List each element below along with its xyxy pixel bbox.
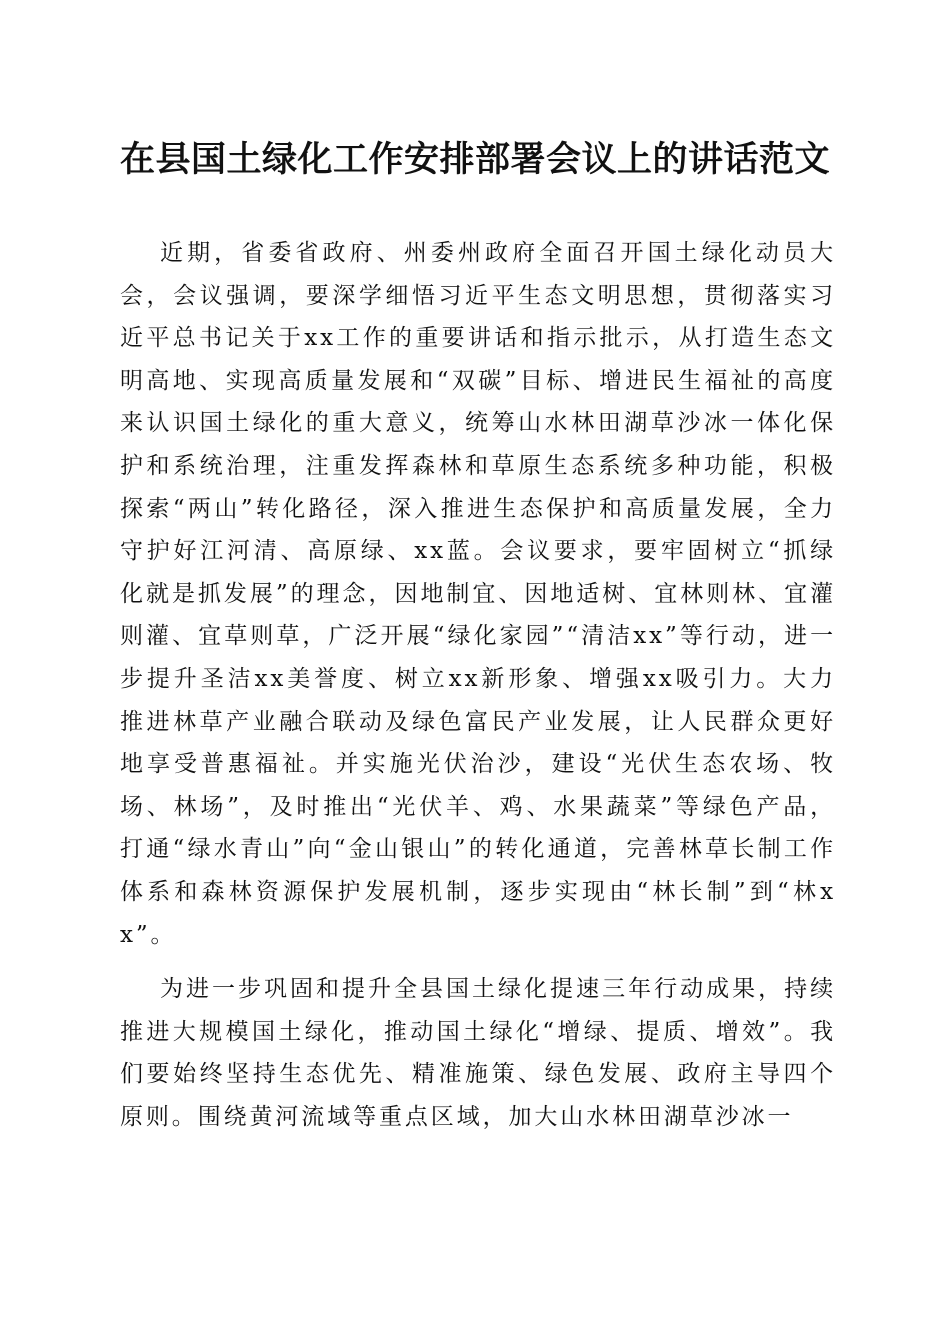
body-paragraph-2: 为进一步巩固和提升全县国土绿化提速三年行动成果，持续推进大规模国土绿化，推动国土绿化“增绿、提质、增效”。我们要始终坚持生态优先、精准施策、绿色发展、政府主导四个原则。围绕黄河流域等重点区域，加大山水林田湖草沙冰一 bbox=[120, 976, 836, 1130]
body-paragraph-1: 近期，省委省政府、州委州政府全面召开国土绿化动员大会，会议强调，要深学细悟习近平生态文明思想，贯彻落实习近平总书记关于xx工作的重要讲话和指示批示，从打造生态文明高地、实现高质量发展和“双碳”目标、增进民生福祉的高度来认识国土绿化的重大意义，统筹山水林田湖草沙冰一体化保护和系统治理，注重发挥森林和草原生态系统多种功能，积极探索“两山”转化路径，深入推进生态保护和高质量发展，全力守护好江河清、高原绿、xx蓝。会议要求，要牢固树立“抓绿化就是抓发展”的理念，因地制宜、因地适树、宜林则林、宜灌则灌、宜草则草，广泛开展“绿化家园”“清洁xx”等行动，进一步提升圣洁xx美誉度、树立xx新形象、增强xx吸引力。大力推进林草产业融合联动及绿色富民产业发展，让人民群众更好地享受普惠福祉。并实施光伏治沙，建设“光伏生态农场、牧场、林场”，及时推出“光伏羊、鸡、水果蔬菜”等绿色产品，打通“绿水青山”向“金山银山”的转化通道，完善林草长制工作体系和森林资源保护发展机制，逐步实现由“林长制”到“林xx”。 bbox=[120, 240, 836, 948]
document-title: 在县国土绿化工作安排部署会议上的讲话范文 bbox=[119, 139, 830, 180]
document-body bbox=[120, 232, 836, 1150]
